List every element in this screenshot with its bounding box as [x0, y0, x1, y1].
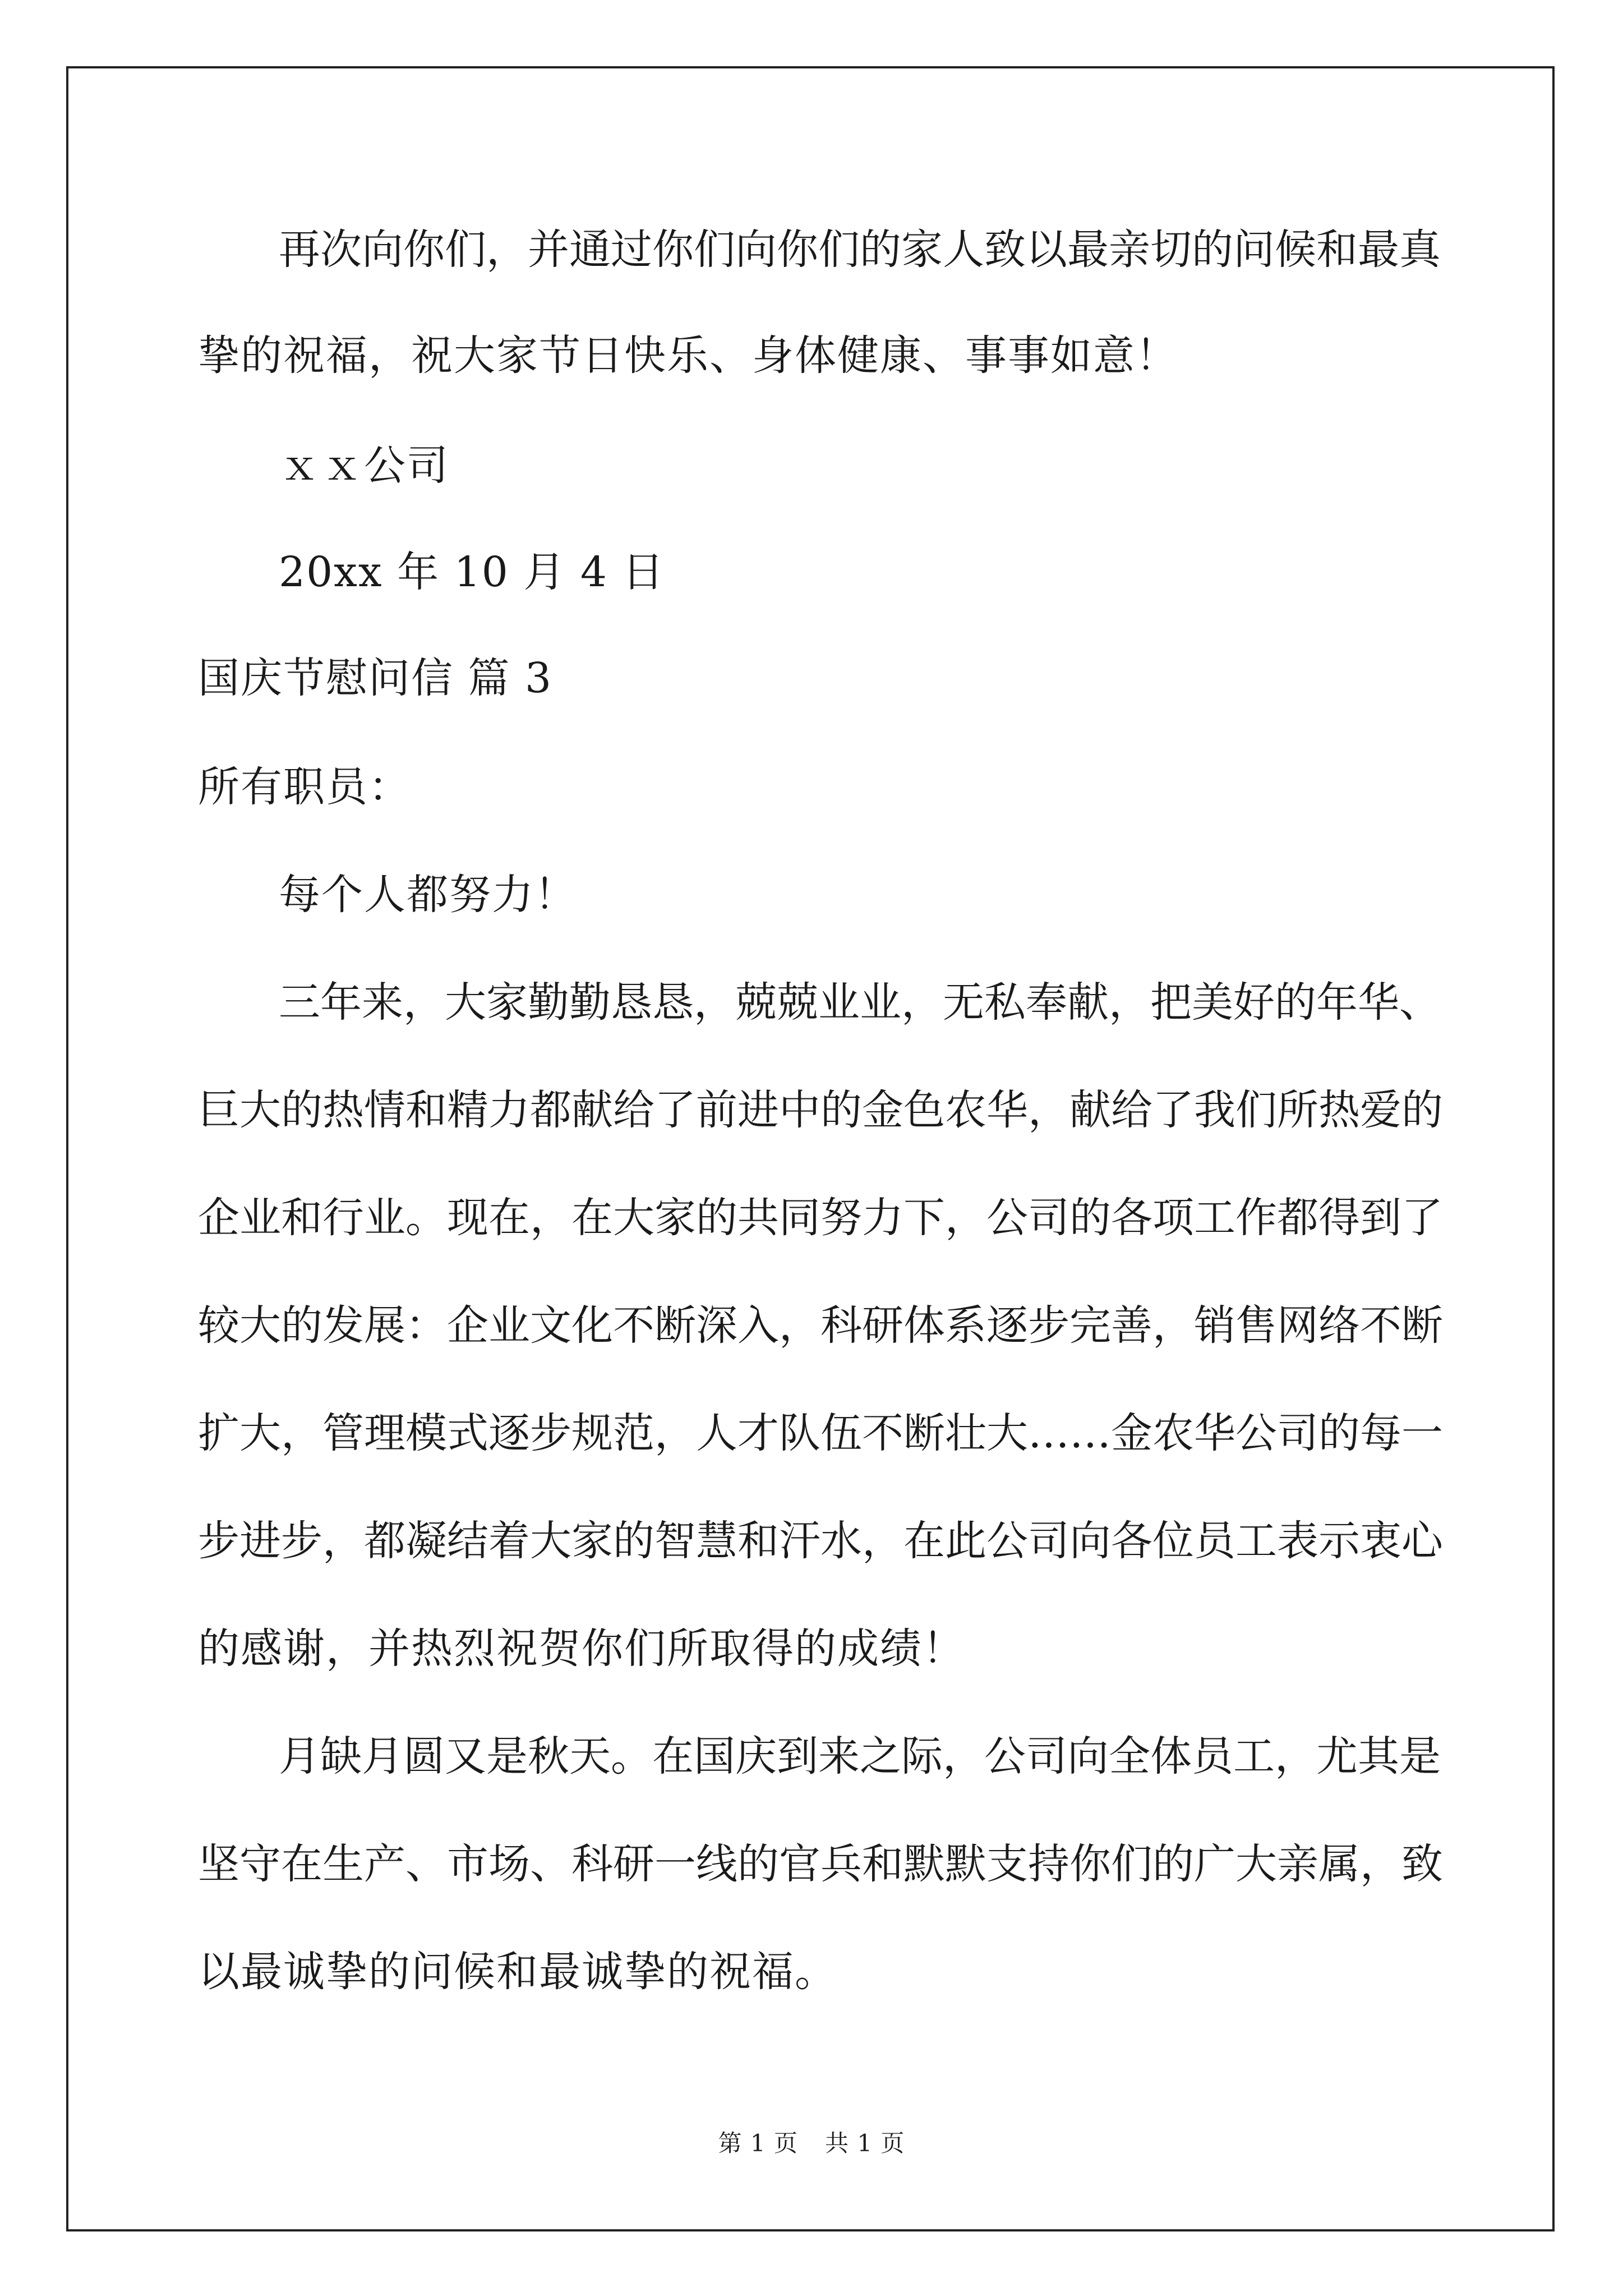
- salutation: 所有职员：: [198, 763, 411, 811]
- paragraph-line: 以最诚挚的问候和最诚挚的祝福。: [198, 1948, 837, 1996]
- paragraph-line: 坚守在生产、市场、科研一线的官兵和默默支持你们的广大亲属，致: [198, 1840, 1443, 1888]
- paragraph-line: 企业和行业。现在，在大家的共同努力下，公司的各项工作都得到了: [198, 1194, 1443, 1242]
- section-heading: 国庆节慰问信 篇 3: [198, 654, 553, 702]
- paragraph-line: 再次向你们，并通过你们向你们的家人致以最亲切的问候和最真: [279, 226, 1441, 274]
- paragraph-line: 的感谢，并热烈祝贺你们所取得的成绩！: [198, 1625, 965, 1673]
- paragraph-line: 较大的发展：企业文化不断深入，科研体系逐步完善，销售网络不断: [198, 1301, 1443, 1350]
- page-footer: [0, 2129, 1623, 2157]
- paragraph-line: 巨大的热情和精力都献给了前进中的金色农华，献给了我们所热爱的: [198, 1086, 1443, 1134]
- page-total: 共 1 页: [825, 2129, 905, 2157]
- paragraph-line: 三年来，大家勤勤恳恳，兢兢业业，无私奉献，把美好的年华、: [279, 978, 1441, 1027]
- paragraph-line: 挚的祝福，祝大家节日快乐、身体健康、事事如意！: [198, 332, 1178, 380]
- paragraph-line: 扩大，管理模式逐步规范，人才队伍不断壮大……金农华公司的每一: [198, 1409, 1443, 1457]
- company-signature: ｘｘ公司: [279, 441, 449, 490]
- paragraph-line: 月缺月圆又是秋天。在国庆到来之际，公司向全体员工，尤其是: [279, 1732, 1441, 1780]
- page-border: [66, 66, 1555, 2231]
- letter-date: 20xx 年 10 月 4 日: [279, 548, 665, 596]
- paragraph-line: 每个人都努力！: [279, 871, 577, 919]
- page-number: 第 1 页: [718, 2129, 798, 2157]
- paragraph-line: 步进步，都凝结着大家的智慧和汗水，在此公司向各位员工表示衷心: [198, 1517, 1443, 1565]
